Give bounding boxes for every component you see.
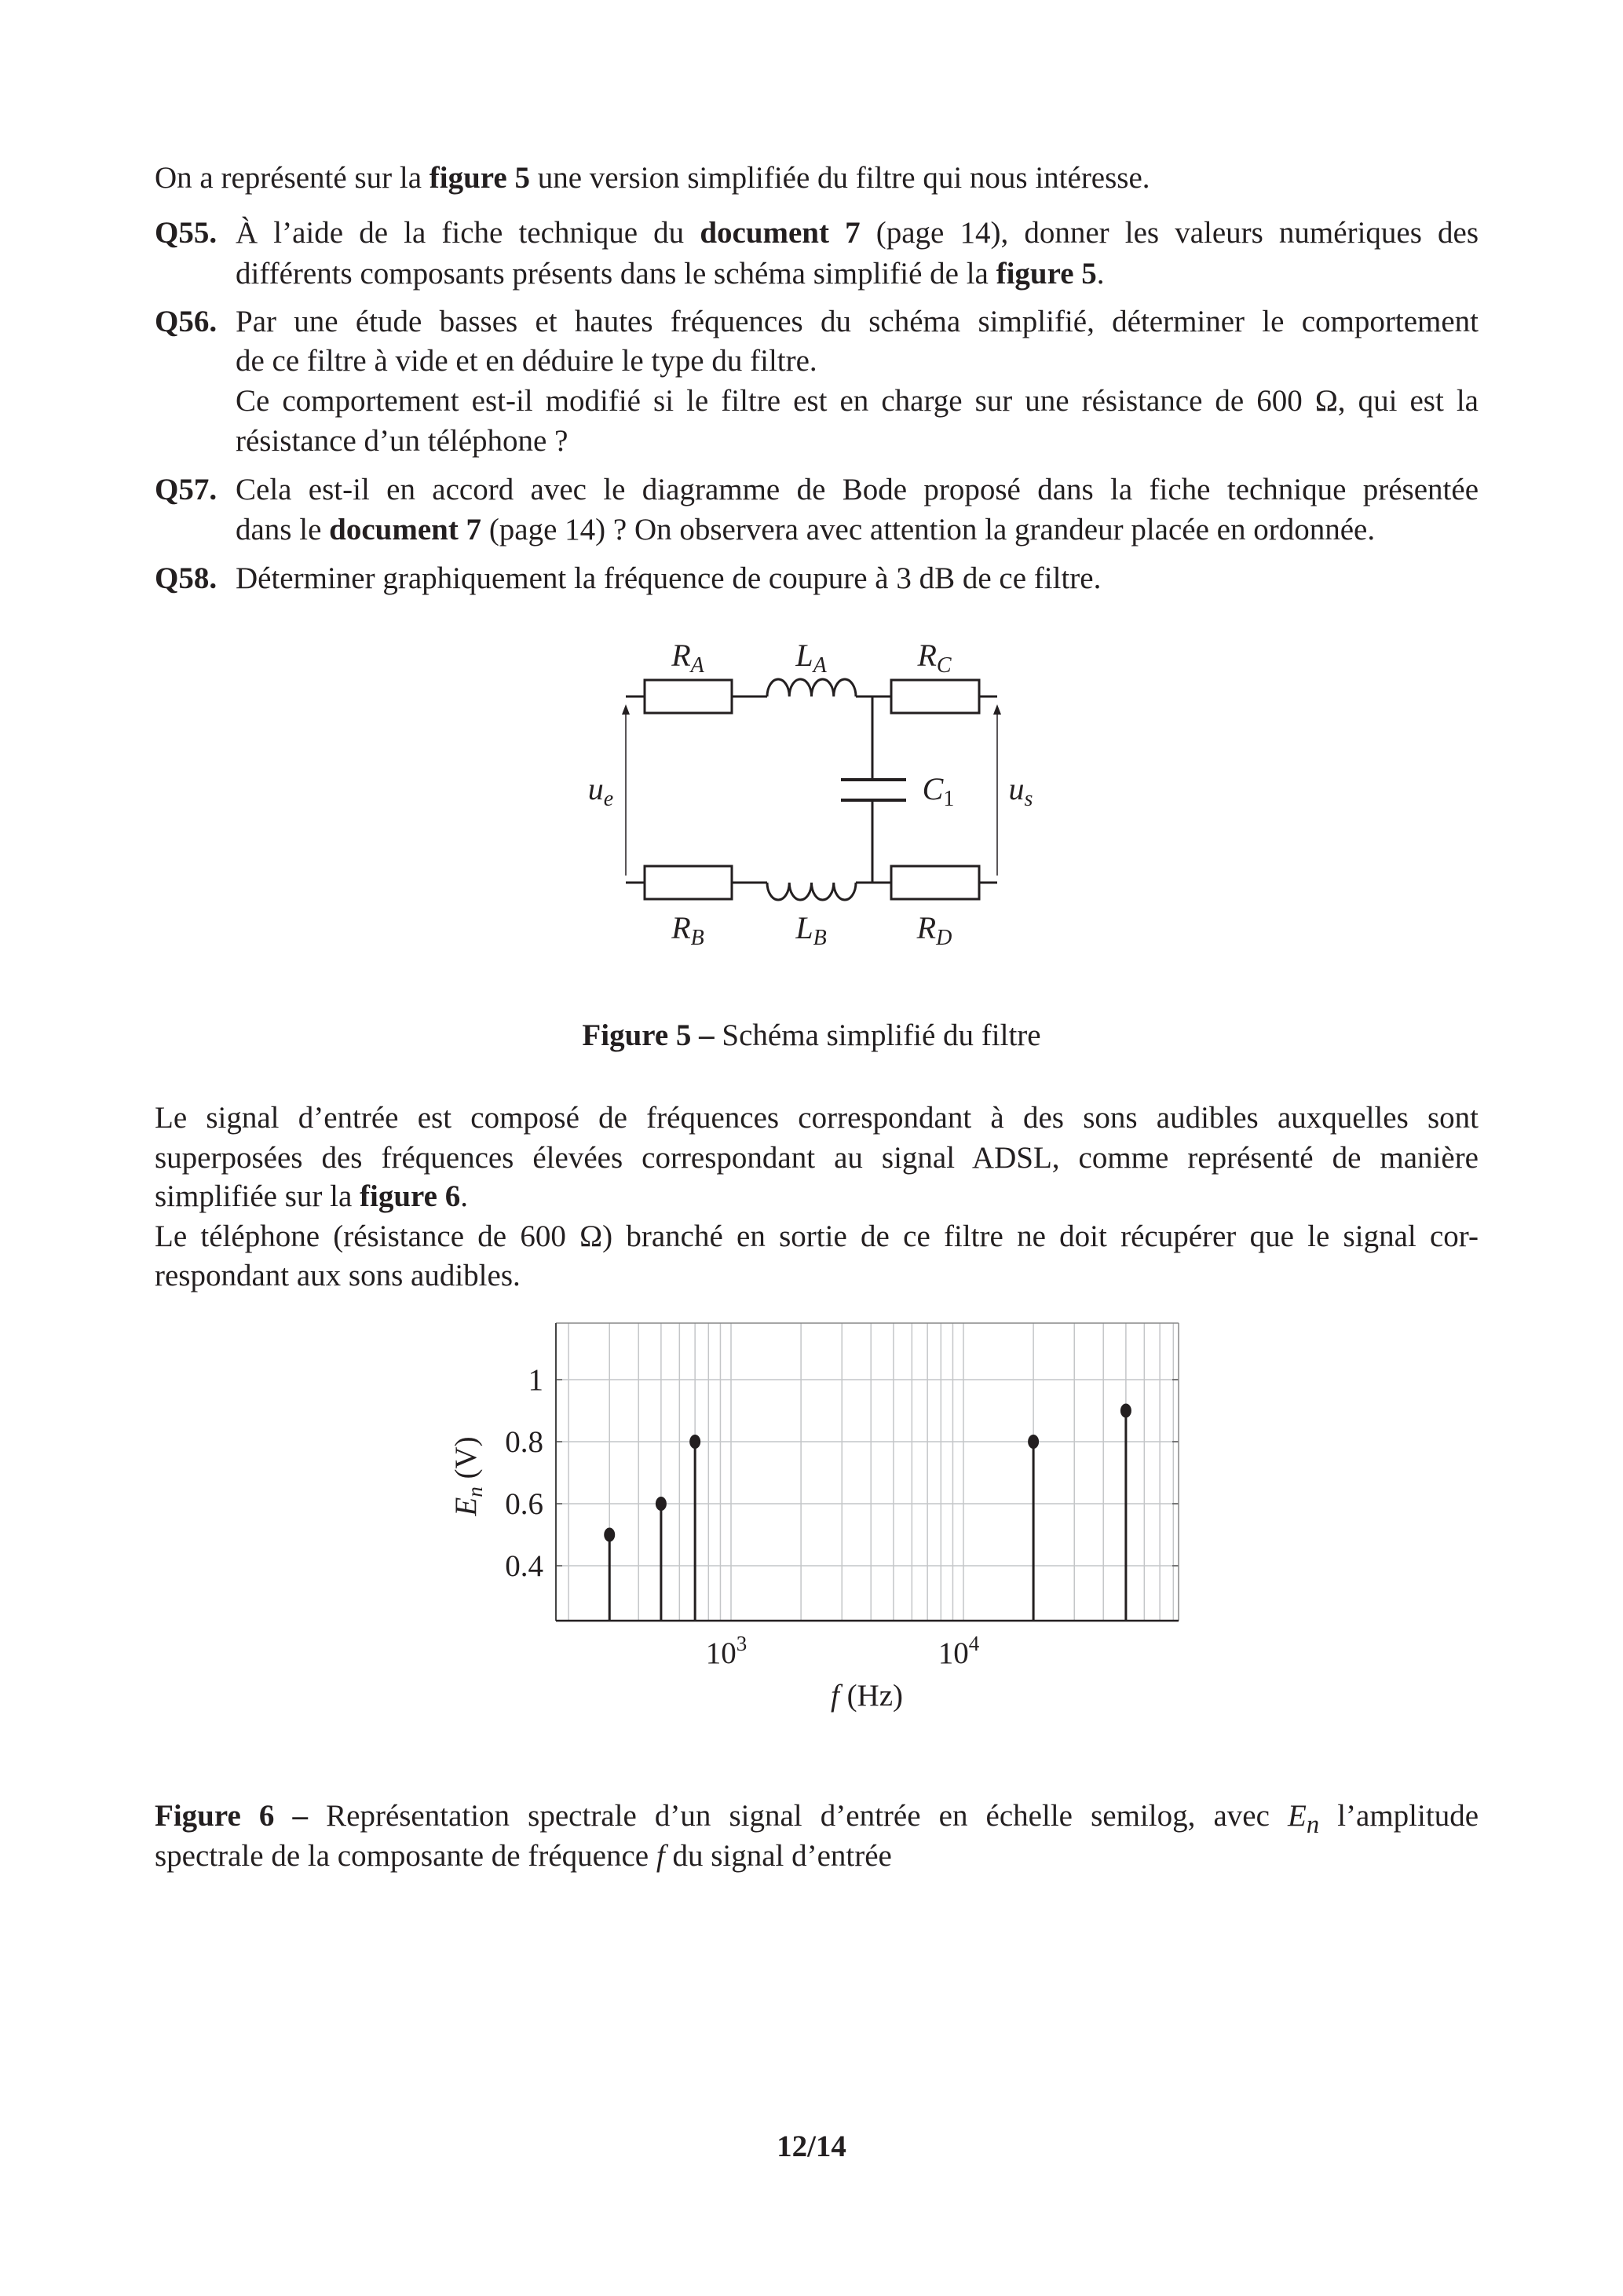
bold-text: Figure 6 – xyxy=(155,1799,309,1833)
bold-text: document 7 xyxy=(329,513,482,547)
text-segment: Déterminer graphiquement la fréquence de coupure à 3 dB de ce filtre. xyxy=(236,561,1102,595)
text-segment: simplifiée sur la xyxy=(155,1179,360,1213)
text-segment: À l’aide de la fiche technique du xyxy=(236,216,700,250)
bold-text: figure 5 xyxy=(429,161,530,195)
x-label-unit: (Hz) xyxy=(839,1679,904,1713)
text-segment: Le téléphone (résistance de 600 Ω) branché en sortie de ce filtre ne doit récupérer que le signal cor- xyxy=(155,1219,1479,1253)
y-tick-label: 0.4 xyxy=(505,1549,543,1583)
tick-base: 10 xyxy=(705,1636,737,1670)
text-segment: On a représenté sur la xyxy=(155,161,430,195)
text-segment: Représentation spectrale d’un signal d’entrée en échelle semilog, avec xyxy=(308,1799,1289,1833)
text-segment: E xyxy=(1288,1799,1307,1833)
label-subscript: s xyxy=(1024,787,1033,811)
label-subscript: e xyxy=(603,787,614,811)
stem-marker-0 xyxy=(604,1528,615,1542)
y-tick-label: 0.8 xyxy=(505,1425,543,1459)
resistor-ra xyxy=(645,680,732,713)
y-label-subscript: n xyxy=(463,1486,487,1497)
label-main: R xyxy=(671,638,691,673)
x-axis-label xyxy=(831,1679,903,1713)
caption-text: Schéma simplifié du filtre xyxy=(714,1018,1041,1052)
label-rc xyxy=(916,638,951,678)
page-number: 12/14 xyxy=(777,2130,846,2163)
tick-exponent: 3 xyxy=(736,1632,748,1655)
resistor-rb xyxy=(645,866,732,899)
bold-text: figure 5 xyxy=(996,257,1097,291)
text-segment: de ce filtre à vide et en déduire le type du filtre. xyxy=(236,344,817,378)
label-main: u xyxy=(1008,771,1025,806)
text-segment: respondant aux sons audibles. xyxy=(155,1259,521,1292)
label-c1 xyxy=(923,771,955,811)
label-ue xyxy=(588,771,613,811)
label-subscript: B xyxy=(813,926,827,950)
label-main: L xyxy=(795,910,813,945)
text-segment: n xyxy=(1306,1810,1320,1839)
text-segment: . xyxy=(1096,257,1105,291)
label-subscript: A xyxy=(813,653,827,678)
label-rb xyxy=(671,910,704,950)
text-segment: dans le xyxy=(236,513,330,547)
stem-marker-4 xyxy=(1120,1404,1131,1418)
text-segment: (page 14) ? On observera avec attention la grandeur placée en ordonnée. xyxy=(481,513,1376,547)
label-main: u xyxy=(587,771,604,806)
label-ra xyxy=(671,638,704,678)
bold-text: figure 6 xyxy=(360,1179,461,1213)
spectrum-chart xyxy=(449,1323,1179,1713)
x-tick-label xyxy=(938,1632,980,1670)
text-segment: superposées des fréquences élevées correspondant au signal ADSL, comme représenté de manière xyxy=(155,1141,1479,1175)
x-label-symbol: f xyxy=(830,1679,839,1713)
stem-marker-2 xyxy=(689,1435,700,1449)
label-main: L xyxy=(795,638,813,673)
text-segment: Le signal d’entrée est composé de fréquences correspondant à des sons audibles auxquelles sont xyxy=(155,1101,1479,1135)
arrow-head-icon xyxy=(993,704,1001,715)
question-label: Q58. xyxy=(155,561,217,595)
y-tick-label: 0.6 xyxy=(505,1487,543,1521)
text-segment: f xyxy=(656,1839,665,1873)
text-segment: spectrale de la composante de fréquence xyxy=(155,1839,656,1873)
y-tick-label: 1 xyxy=(528,1363,543,1397)
y-axis-label xyxy=(449,1436,487,1516)
stem-marker-1 xyxy=(656,1497,667,1511)
y-label-symbol: E xyxy=(449,1497,483,1516)
text-segment: du signal d’entrée xyxy=(664,1839,892,1873)
arrow-head-icon xyxy=(622,704,630,715)
label-rd xyxy=(916,910,952,950)
resistor-rc xyxy=(891,680,979,713)
question-label: Q55. xyxy=(155,216,217,250)
label-main: R xyxy=(671,910,691,945)
label-subscript: D xyxy=(936,926,952,950)
resistor-rd xyxy=(891,866,979,899)
label-main: C xyxy=(922,771,944,806)
bold-text: document 7 xyxy=(700,216,861,250)
label-main: R xyxy=(916,910,937,945)
text-segment: une version simplifiée du filtre qui nous intéresse. xyxy=(529,161,1150,195)
inductor-la xyxy=(767,679,856,696)
text-segment: différents composants présents dans le schéma simplifié de la xyxy=(236,257,996,291)
text-segment: Par une étude basses et hautes fréquences du schéma simplifié, déterminer le comportement xyxy=(236,305,1479,338)
label-la xyxy=(795,638,827,678)
text-segment: Cela est-il en accord avec le diagramme de Bode proposé dans la fiche technique présentée xyxy=(236,473,1479,506)
tick-exponent: 4 xyxy=(968,1632,980,1655)
label-us xyxy=(1009,771,1033,811)
text-segment: résistance d’un téléphone ? xyxy=(236,424,568,458)
text-segment: . xyxy=(460,1179,468,1213)
label-subscript: A xyxy=(690,653,704,678)
label-lb xyxy=(795,910,826,950)
label-main: R xyxy=(917,638,937,673)
caption-label: Figure 5 – xyxy=(582,1018,715,1052)
label-subscript: C xyxy=(936,653,952,678)
y-label-unit: (V) xyxy=(449,1436,483,1487)
label-subscript: 1 xyxy=(943,787,955,811)
label-subscript: B xyxy=(690,926,704,950)
text-segment: Ce comportement est-il modifié si le filtre est en charge sur une résistance de 600 Ω, qui est la xyxy=(236,384,1479,418)
inductor-lb xyxy=(767,883,856,900)
question-label: Q57. xyxy=(155,473,217,506)
stem-marker-3 xyxy=(1028,1435,1039,1449)
text-segment: l’amplitude xyxy=(1319,1799,1479,1833)
text-segment: (page 14), donner les valeurs numériques des xyxy=(860,216,1479,250)
x-tick-label xyxy=(706,1632,748,1670)
question-label: Q56. xyxy=(155,305,217,338)
tick-base: 10 xyxy=(938,1636,969,1670)
